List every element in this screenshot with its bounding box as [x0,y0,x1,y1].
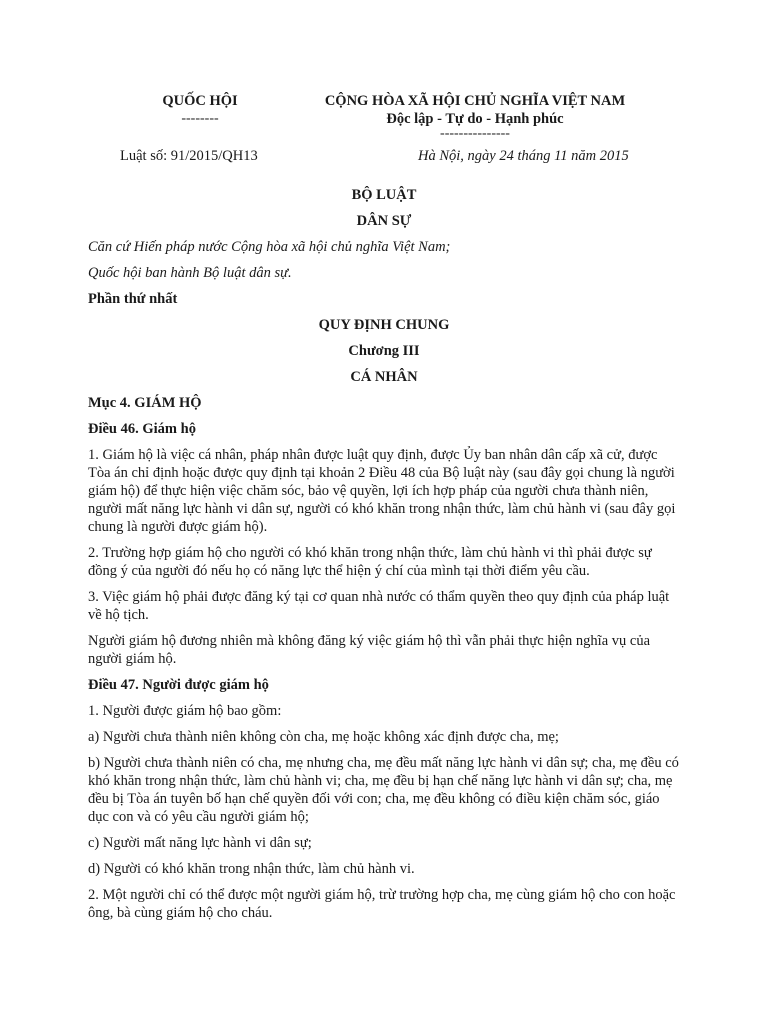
legal-basis-2: Quốc hội ban hành Bộ luật dân sự. [88,265,292,281]
article-47-para-1: 1. Người được giám hộ bao gồm: [88,703,282,719]
article-47-item-b: b) Người chưa thành niên có cha, mẹ nhưng cha, mẹ đều mất năng lực hành vi dân sự; cha, mẹ đều có khó khăn trong nhận thức, làm chủ hành vi; cha, mẹ đều bị hạn chế năng lực hành vi dân sự; cha, mẹ đều bị Tòa án tuyên bố hạn chế quyền đối với con; cha, mẹ đều không có điều kiện chăm sóc, giáo dục con và có yêu cầu người giám hộ; [88,755,679,825]
national-motto: Độc lập - Tự do - Hạnh phúc [386,111,564,127]
national-title: CỘNG HÒA XÃ HỘI CHỦ NGHĨA VIỆT NAM [324,93,626,109]
section-heading: Mục 4. GIÁM HỘ [88,395,202,411]
doc-title-1: BỘ LUẬT [351,187,417,203]
article-47-item-a: a) Người chưa thành niên không còn cha, mẹ hoặc không xác định được cha, mẹ; [88,729,559,745]
article-47-item-d: d) Người có khó khăn trong nhận thức, làm chủ hành vi. [88,861,415,877]
part-title: QUY ĐỊNH CHUNG [318,317,450,333]
article-46-para-4: Người giám hộ đương nhiên mà không đăng ký việc giám hộ thì vẫn phải thực hiện nghĩa vụ của người giám hộ. [88,633,651,667]
issuer-block [110,92,290,128]
article-47-para-2: 2. Một người chỉ có thể được một người giám hộ, trừ trường hợp cha, mẹ cùng giám hộ cho con hoặc ông, bà cùng giám hộ cho cháu. [88,887,676,921]
document-header [0,92,768,172]
legal-basis-1: Căn cứ Hiến pháp nước Cộng hòa xã hội chủ nghĩa Việt Nam; [88,239,451,255]
article-46-title: Điều 46. Giám hộ [88,421,196,437]
place-date: Hà Nội, ngày 24 tháng 11 năm 2015 [418,148,629,164]
document-body [88,186,680,922]
issuer-rule: -------- [181,111,219,126]
chapter-title: CÁ NHÂN [350,369,418,385]
article-46-para-1: 1. Giám hộ là việc cá nhân, pháp nhân được luật quy định, được Ủy ban nhân dân cấp xã cử, được Tòa án chỉ định hoặc được quy định tại khoản 2 Điều 48 của Bộ luật này (sau đây gọi chung là người giám hộ) để thực hiện việc chăm sóc, bảo vệ quyền, lợi ích hợp pháp của người chưa thành niên, người mất năng lực hành vi dân sự, người có khó khăn trong nhận thức, làm chủ hành vi (sau đây gọi chung là người được giám hộ). [88,447,676,535]
national-block [290,92,660,140]
chapter-heading: Chương III [348,343,420,359]
article-46-para-3: 3. Việc giám hộ phải được đăng ký tại cơ quan nhà nước có thẩm quyền theo quy định của pháp luật về hộ tịch. [88,589,670,623]
part-heading: Phần thứ nhất [88,291,178,307]
issuer-name: QUỐC HỘI [162,93,238,109]
doc-title-2: DÂN SỰ [356,213,412,229]
article-47-item-c: c) Người mất năng lực hành vi dân sự; [88,835,312,851]
article-47-title: Điều 47. Người được giám hộ [88,677,269,693]
law-number: Luật số: 91/2015/QH13 [120,148,258,164]
national-rule: --------------- [440,126,510,141]
article-46-para-2: 2. Trường hợp giám hộ cho người có khó khăn trong nhận thức, làm chủ hành vi thì phải được sự đồng ý của người đó nếu họ có năng lực thể hiện ý chí của mình tại thời điểm yêu cầu. [88,545,652,579]
